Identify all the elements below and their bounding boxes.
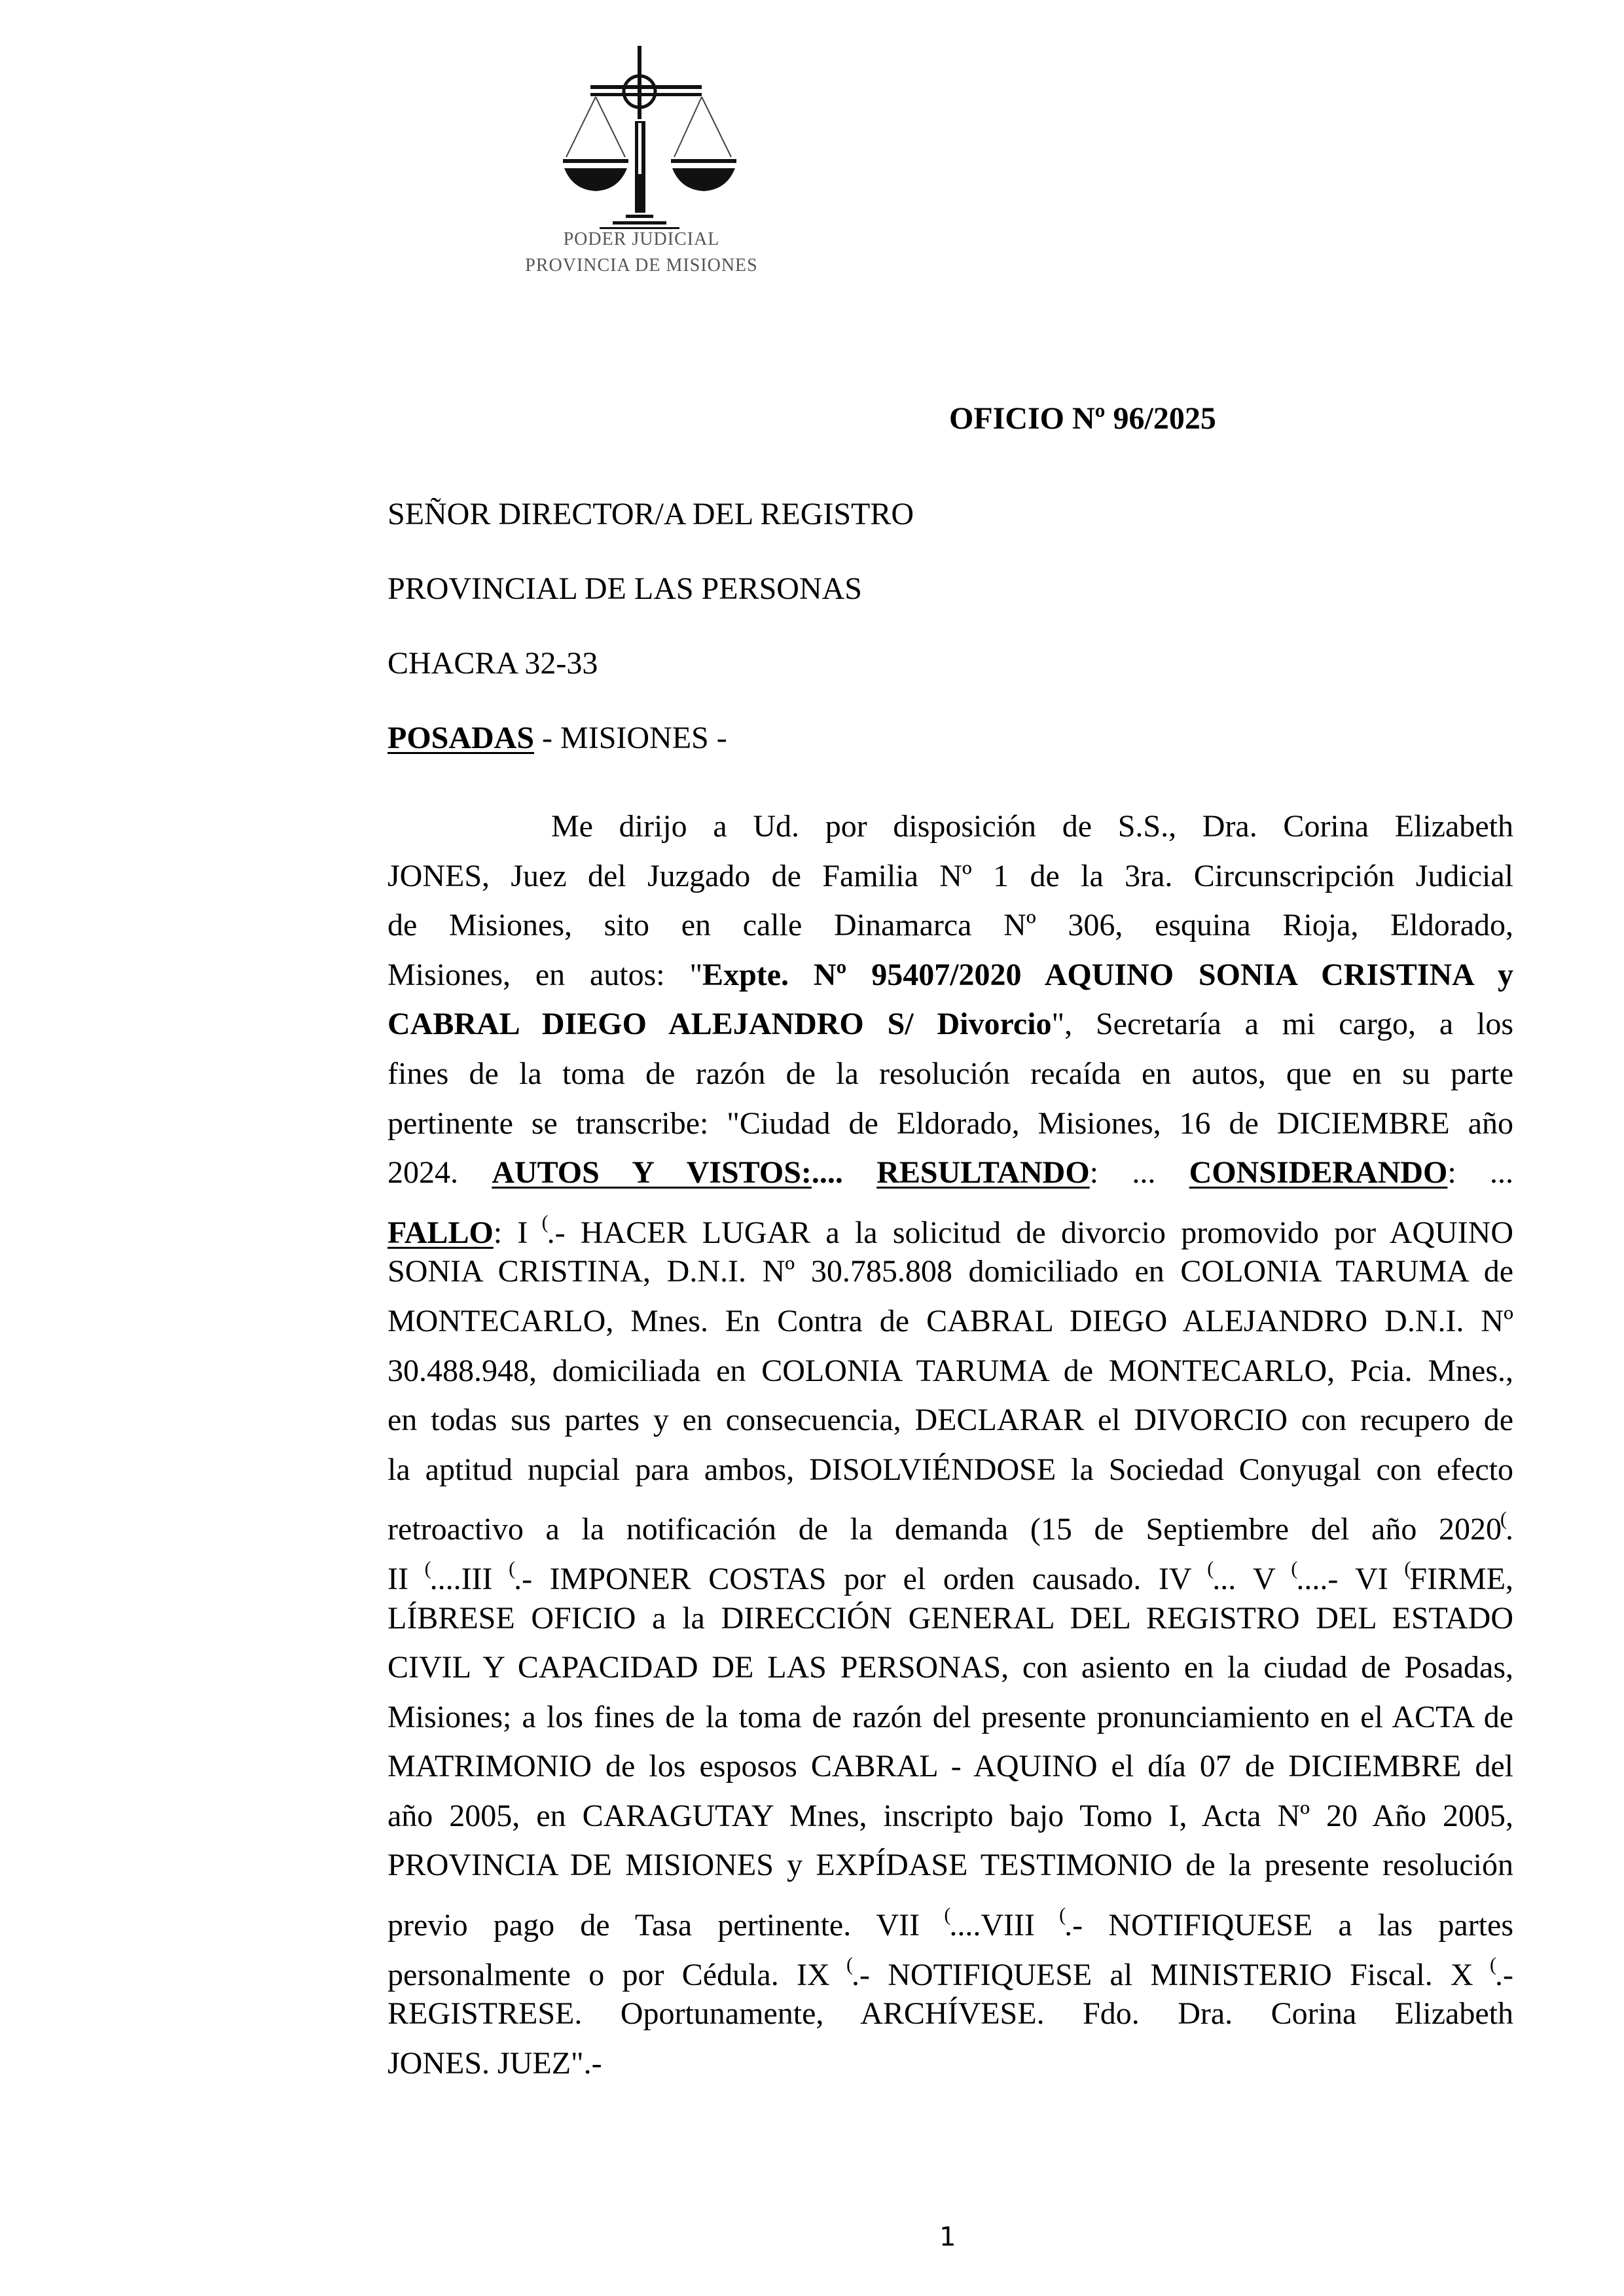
glyph-mark: ( [1207, 1557, 1214, 1579]
body-line: de Misiones, sito en calle Dinamarca Nº 306, esquina Rioja, Eldorado, [388, 908, 1513, 943]
text-run: : I [493, 1215, 543, 1250]
body-line: MONTECARLO, Mnes. En Contra de CABRAL DIEGO ALEJANDRO D.N.I. Nº [388, 1303, 1513, 1338]
text-run: : ... [1447, 1155, 1514, 1191]
body-line [388, 1148, 1513, 1198]
heading-autos-y-vistos: AUTOS Y VISTOS: [492, 1155, 812, 1191]
text-run: ", Secretaría a mi cargo, a los [1051, 1007, 1514, 1042]
document-title: OFICIO Nº 96/2025 [949, 401, 1216, 436]
body-line [388, 1494, 1513, 1547]
body-line: Me dirijo a Ud. por disposición de S.S., Dra. Corina Elizabeth [551, 809, 1513, 844]
recipient-line-2: PROVINCIAL DE LAS PERSONAS [388, 571, 862, 606]
text-run: .- NOTIFIQUESE a las partes [1064, 1908, 1514, 1943]
glyph-mark: ( [1059, 1904, 1066, 1926]
body-line: 30.488.948, domiciliada en COLONIA TARUMA de MONTECARLO, Pcia. Mnes., [388, 1353, 1513, 1388]
text-run: ....VIII [949, 1908, 1061, 1943]
body-line: Misiones; a los fines de la toma de razón del presente pronunciamiento en el ACTA de [388, 1699, 1513, 1734]
text-run: personalmente o por Cédula. IX [388, 1957, 848, 1992]
body-line [388, 999, 1513, 1049]
text-run: .- IMPONER COSTAS por el orden causado. IV [514, 1561, 1209, 1596]
recipient-city: POSADAS [388, 721, 535, 755]
body-line: CIVIL Y CAPACIDAD DE LAS PERSONAS, con asiento en la ciudad de Posadas, [388, 1650, 1513, 1685]
text-run: .- [1495, 1957, 1514, 1992]
letterhead [504, 39, 779, 288]
body-line: MATRIMONIO de los esposos CABRAL - AQUINO el día 07 de DICIEMBRE del [388, 1749, 1513, 1784]
text-run: 2024. [388, 1155, 492, 1191]
body-line: año 2005, en CARAGUTAY Mnes, inscripto bajo Tomo I, Acta Nº 20 Año 2005, [388, 1798, 1513, 1833]
text-run: .- NOTIFIQUESE al MINISTERIO Fiscal. X [851, 1957, 1492, 1992]
heading-considerando: CONSIDERANDO [1189, 1155, 1448, 1191]
body-line: la aptitud nupcial para ambos, DISOLVIÉNDOSE la Sociedad Conyugal con efecto [388, 1452, 1513, 1487]
glyph-mark: ( [424, 1557, 431, 1579]
body-line-signature: JONES. JUEZ".- [388, 2045, 602, 2081]
glyph-mark: ( [1404, 1557, 1411, 1579]
text-run: ....- VI [1296, 1561, 1406, 1596]
body-line: PROVINCIA DE MISIONES y EXPÍDASE TESTIMONIO de la presente resolución [388, 1848, 1513, 1883]
page-number: 1 [939, 2222, 956, 2252]
body-line: REGISTRESE. Oportunamente, ARCHÍVESE. Fdo. Dra. Corina Elizabeth [388, 1996, 1513, 2032]
recipient-city-line [388, 720, 727, 756]
text-run: FIRME, [1409, 1561, 1514, 1596]
glyph-mark: ( [944, 1904, 951, 1926]
case-reference: Expte. Nº 95407/2020 AQUINO SONIA CRISTINA y [702, 957, 1513, 992]
body-line: JONES, Juez del Juzgado de Familia Nº 1 de la 3ra. Circunscripción Judicial [388, 858, 1513, 893]
letterhead-line-1: PODER JUDICIAL [563, 229, 720, 249]
body-line: pertinente se transcribe: "Ciudad de Eldorado, Misiones, 16 de DICIEMBRE año [388, 1105, 1513, 1141]
text-run: . [1506, 1512, 1513, 1547]
scales-of-justice-icon [543, 39, 740, 229]
glyph-mark: ( [1500, 1508, 1507, 1530]
text-run: ....III [429, 1561, 511, 1596]
text-run: : ... [1089, 1155, 1189, 1191]
text-run: II [388, 1561, 426, 1596]
body-line [388, 1544, 1513, 1594]
recipient-line-1: SEÑOR DIRECTOR/A DEL REGISTRO [388, 497, 914, 531]
text-run: ... V [1212, 1561, 1293, 1596]
body-line [388, 1198, 1513, 1250]
heading-resultando: RESULTANDO [876, 1155, 1090, 1191]
body-line: LÍBRESE OFICIO a la DIRECCIÓN GENERAL DEL REGISTRO DEL ESTADO [388, 1600, 1513, 1636]
text-run: retroactivo a la notificación de la demanda (15 de Septiembre del año 2020 [388, 1512, 1502, 1547]
body-line [388, 1890, 1514, 1943]
text-run: .... [811, 1155, 877, 1191]
body-paragraph [388, 802, 1513, 2088]
recipient-province: - MISIONES - [534, 721, 727, 755]
text-run: previo pago de Tasa pertinente. VII [388, 1908, 946, 1943]
body-line [388, 1940, 1513, 1990]
recipient-line-3: CHACRA 32-33 [388, 646, 598, 681]
glyph-mark: ( [1490, 1953, 1497, 1975]
heading-fallo: FALLO [388, 1215, 494, 1250]
body-line: SONIA CRISTINA, D.N.I. Nº 30.785.808 domiciliado en COLONIA TARUMA de [388, 1254, 1513, 1289]
letterhead-line-2: PROVINCIA DE MISIONES [525, 255, 758, 276]
text-run: Misiones, en autos: " [388, 957, 703, 992]
glyph-mark: ( [846, 1953, 853, 1975]
text-run: .- HACER LUGAR a la solicitud de divorcio promovido por AQUINO [547, 1215, 1513, 1250]
body-line: fines de la toma de razón de la resolución recaída en autos, que en su parte [388, 1056, 1513, 1091]
glyph-mark: ( [1291, 1557, 1298, 1579]
glyph-mark: ( [541, 1211, 549, 1233]
body-line [388, 950, 1513, 1000]
body-line: en todas sus partes y en consecuencia, DECLARAR el DIVORCIO con recupero de [388, 1403, 1513, 1438]
glyph-mark: ( [509, 1557, 516, 1579]
case-reference-cont: CABRAL DIEGO ALEJANDRO S/ Divorcio [388, 1007, 1052, 1042]
